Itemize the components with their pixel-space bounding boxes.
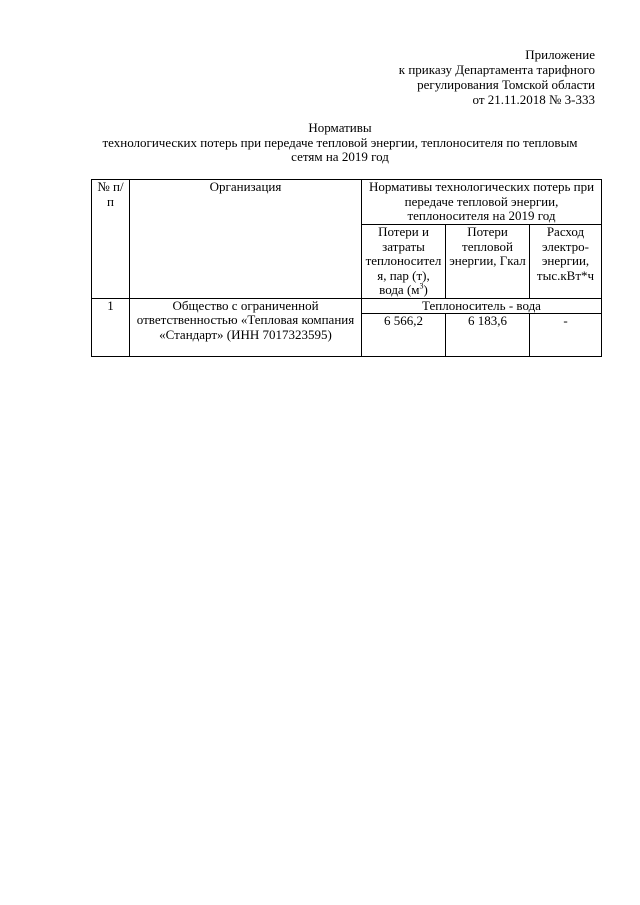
title-line-1: Нормативы [308, 120, 372, 135]
header-organization: Организация [130, 180, 362, 299]
title-line-3: сетям на 2019 год [291, 149, 389, 164]
value-heat-loss: 6 183,6 [446, 314, 530, 357]
header-row-1 [92, 180, 602, 225]
norms-table [91, 179, 602, 357]
row-organization: Общество с ограниченной ответственностью «Тепловая компания «Стандарт» (ИНН 7017323595) [130, 298, 362, 357]
header-num: № п/п [92, 180, 130, 299]
section-label: Теплоноситель - вода [362, 298, 602, 314]
appendix-order-ref: к приказу Департамента тарифного [398, 62, 595, 77]
document-title [85, 121, 595, 165]
appendix-header [399, 47, 595, 107]
header-norms-group: Нормативы технологических потерь при передаче тепловой энергии, теплоносителя на 2019 год [362, 180, 602, 225]
title-line-2: технологических потерь при передаче тепловой энергии, теплоносителя по тепловым [102, 134, 578, 150]
header-coolant-loss [362, 225, 446, 299]
header-electricity: Расход электро-энергии, тыс.кВт*ч [530, 225, 602, 299]
header-coolant-loss-text: Потери и затраты теплоносител я, пар (т), вода (м [365, 224, 442, 297]
header-heat-loss: Потери тепловой энергии, Гкал [446, 225, 530, 299]
value-coolant-loss: 6 566,2 [362, 314, 446, 357]
header-coolant-loss-close: ) [423, 282, 428, 297]
appendix-department: регулирования Томской области [417, 77, 595, 92]
appendix-date-number: от 21.11.2018 № 3-333 [472, 92, 595, 107]
header-coolant-loss-sup: 3 [419, 281, 424, 291]
row-num: 1 [92, 298, 130, 357]
value-electricity: - [530, 314, 602, 357]
appendix-title: Приложение [525, 47, 595, 62]
data-row [92, 298, 602, 314]
